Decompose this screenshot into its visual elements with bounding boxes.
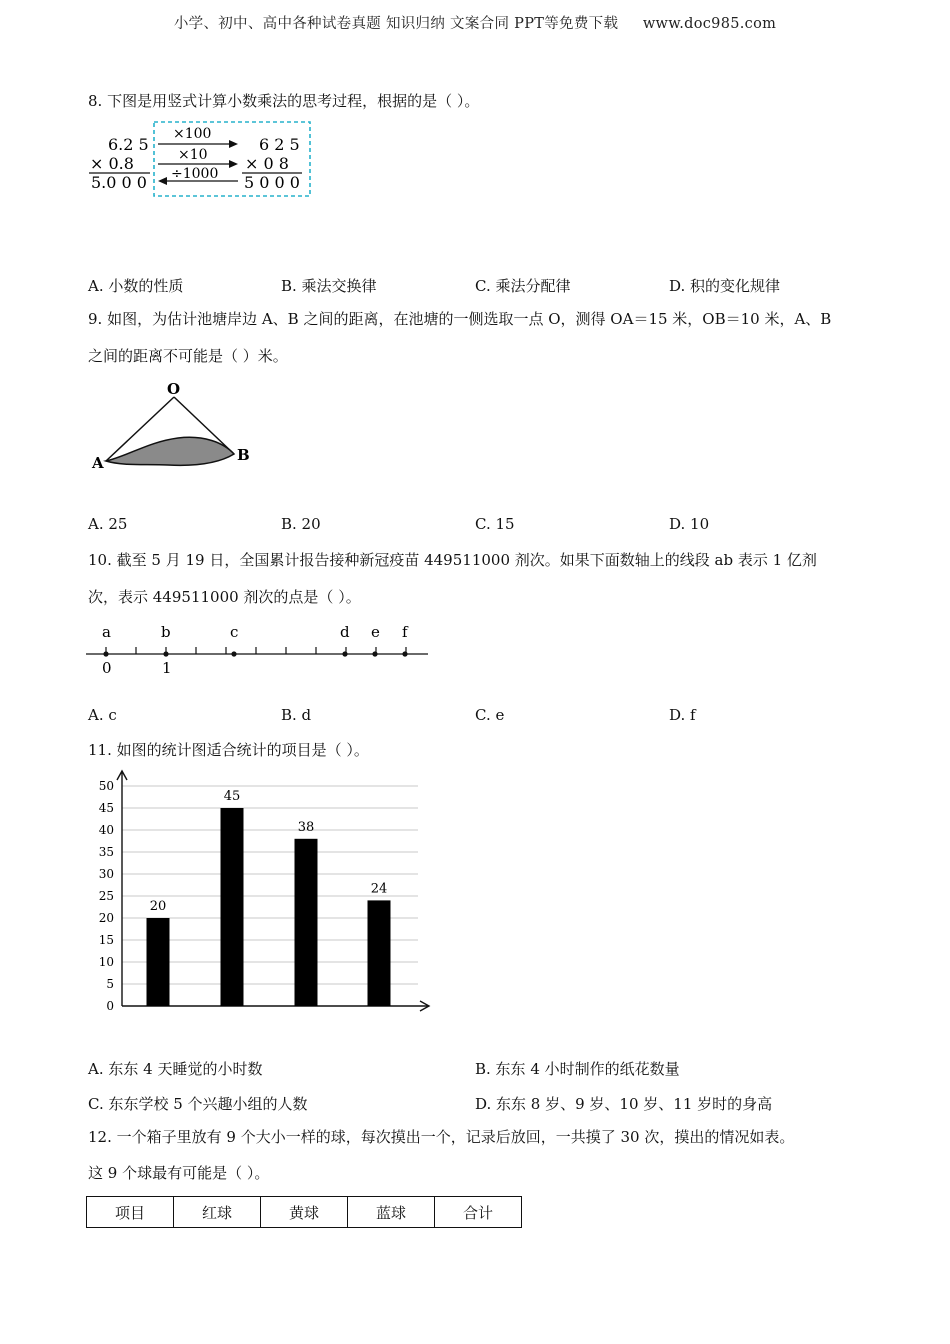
bar-value-label: 20 [149,899,167,914]
table-header-cell: 黄球 [261,1197,348,1228]
y-tick-label: 35 [98,845,114,859]
q9-stem-line1: 9. 如图，为估计池塘岸边 A、B 之间的距离，在池塘的一侧选取一点 O，测得 OA＝15 米，OB＝10 米，A、B [88,310,832,328]
q8-right-bottom: 5 0 0 0 [244,173,300,192]
q8-arrow1-label: ×100 [173,126,212,142]
q10-option-c[interactable]: C. e [475,706,505,724]
q11-option-c[interactable]: C. 东东学校 5 个兴趣小组的人数 [88,1095,308,1113]
y-tick-label: 0 [106,999,114,1013]
q8-right-top: 6 2 5 [259,135,300,154]
y-tick-label: 25 [98,889,114,903]
q11-option-d[interactable]: D. 东东 8 岁、9 岁、10 岁、11 岁时的身高 [475,1095,773,1113]
point-c [231,651,236,656]
y-tick-label: 50 [98,779,114,793]
y-tick-label: 15 [98,933,114,947]
label-zero: 0 [102,659,112,677]
table-header-cell: 红球 [174,1197,261,1228]
q12-table [86,1196,522,1228]
q9-option-a[interactable]: A. 25 [88,515,128,533]
q8-option-c[interactable]: C. 乘法分配律 [475,277,571,295]
point-a [103,651,108,656]
bar [221,808,244,1006]
q9-label-o: O [167,380,181,398]
q8-arrow2-label: ×10 [178,147,208,163]
table-header-row [87,1197,522,1228]
label-a: a [102,623,111,641]
y-tick-label: 30 [98,867,114,881]
q9-label-b: B [237,446,250,464]
q8-left-bottom: 5.0 0 0 [91,173,147,192]
header-text: 小学、初中、高中各种试卷真题 知识归纳 文案合同 PPT等免费下载 [173,16,619,32]
bar-value-label: 24 [370,881,388,897]
point-b [163,651,168,656]
y-tick-label: 45 [98,801,114,815]
q10-stem-line1: 10. 截至 5 月 19 日，全国累计报告接种新冠疫苗 449511000 剂次。如果下面数轴上的线段 ab 表示 1 亿剂 [88,551,817,569]
q9-label-a: A [92,454,104,472]
bar-value-label: 45 [223,789,241,804]
header-site-link[interactable]: www.doc985.com [642,16,777,32]
q10-option-d[interactable]: D. f [669,706,696,724]
q9-option-c[interactable]: C. 15 [475,515,515,533]
label-c: c [230,623,239,641]
bar [147,918,170,1006]
q9-option-b[interactable]: B. 20 [281,515,321,533]
q9-stem-line2: 之间的距离不可能是（ ）米。 [88,347,288,365]
q8-option-a[interactable]: A. 小数的性质 [88,277,184,295]
q11-stem: 11. 如图的统计图适合统计的项目是（ ）。 [88,741,369,759]
q8-left-top: 6.2 5 [108,135,149,154]
q8-right-mid: × 0 8 [245,154,289,173]
q10-number-line [86,620,432,678]
q8-arrow3-label: ÷1000 [171,166,219,182]
q10-option-a[interactable]: A. c [88,706,117,724]
q12-stem-line2: 这 9 个球最有可能是（ ）。 [88,1164,270,1182]
q11-option-b[interactable]: B. 东东 4 小时制作的纸花数量 [475,1060,680,1078]
point-d [342,651,347,656]
bar [368,900,391,1006]
label-one: 1 [162,659,172,677]
label-f: f [402,623,408,641]
table-header-cell: 蓝球 [348,1197,435,1228]
q11-bar-chart [88,766,438,1018]
q10-option-b[interactable]: B. d [281,706,312,724]
y-tick-label: 5 [106,977,114,991]
pond-shape [106,437,234,465]
y-tick-label: 20 [98,911,114,925]
bar [295,839,318,1006]
table-header-cell: 项目 [87,1197,174,1228]
point-e [372,651,377,656]
label-d: d [340,623,350,641]
y-tick-label: 40 [98,823,114,837]
q9-option-d[interactable]: D. 10 [669,515,710,533]
q8-left-mid: × 0.8 [90,154,134,173]
bar-value-label: 38 [297,819,315,835]
q12-stem-line1: 12. 一个箱子里放有 9 个大小一样的球，每次摸出一个，记录后放回，一共摸了 30 次，摸出的情况如表。 [88,1128,795,1146]
y-tick-label: 10 [98,955,114,969]
point-f [402,651,407,656]
q8-option-d[interactable]: D. 积的变化规律 [669,277,781,295]
q10-stem-line2: 次，表示 449511000 剂次的点是（ ）。 [88,588,361,606]
page-header [0,12,950,33]
q9-pond-figure [88,380,258,475]
q8-stem: 8. 下图是用竖式计算小数乘法的思考过程，根据的是（ ）。 [88,92,480,110]
q11-option-a[interactable]: A. 东东 4 天睡觉的小时数 [88,1060,263,1078]
q8-figure [86,120,318,202]
table-header-cell: 合计 [435,1197,522,1228]
q8-option-b[interactable]: B. 乘法交换律 [281,277,377,295]
label-e: e [371,623,380,641]
label-b: b [161,623,171,641]
